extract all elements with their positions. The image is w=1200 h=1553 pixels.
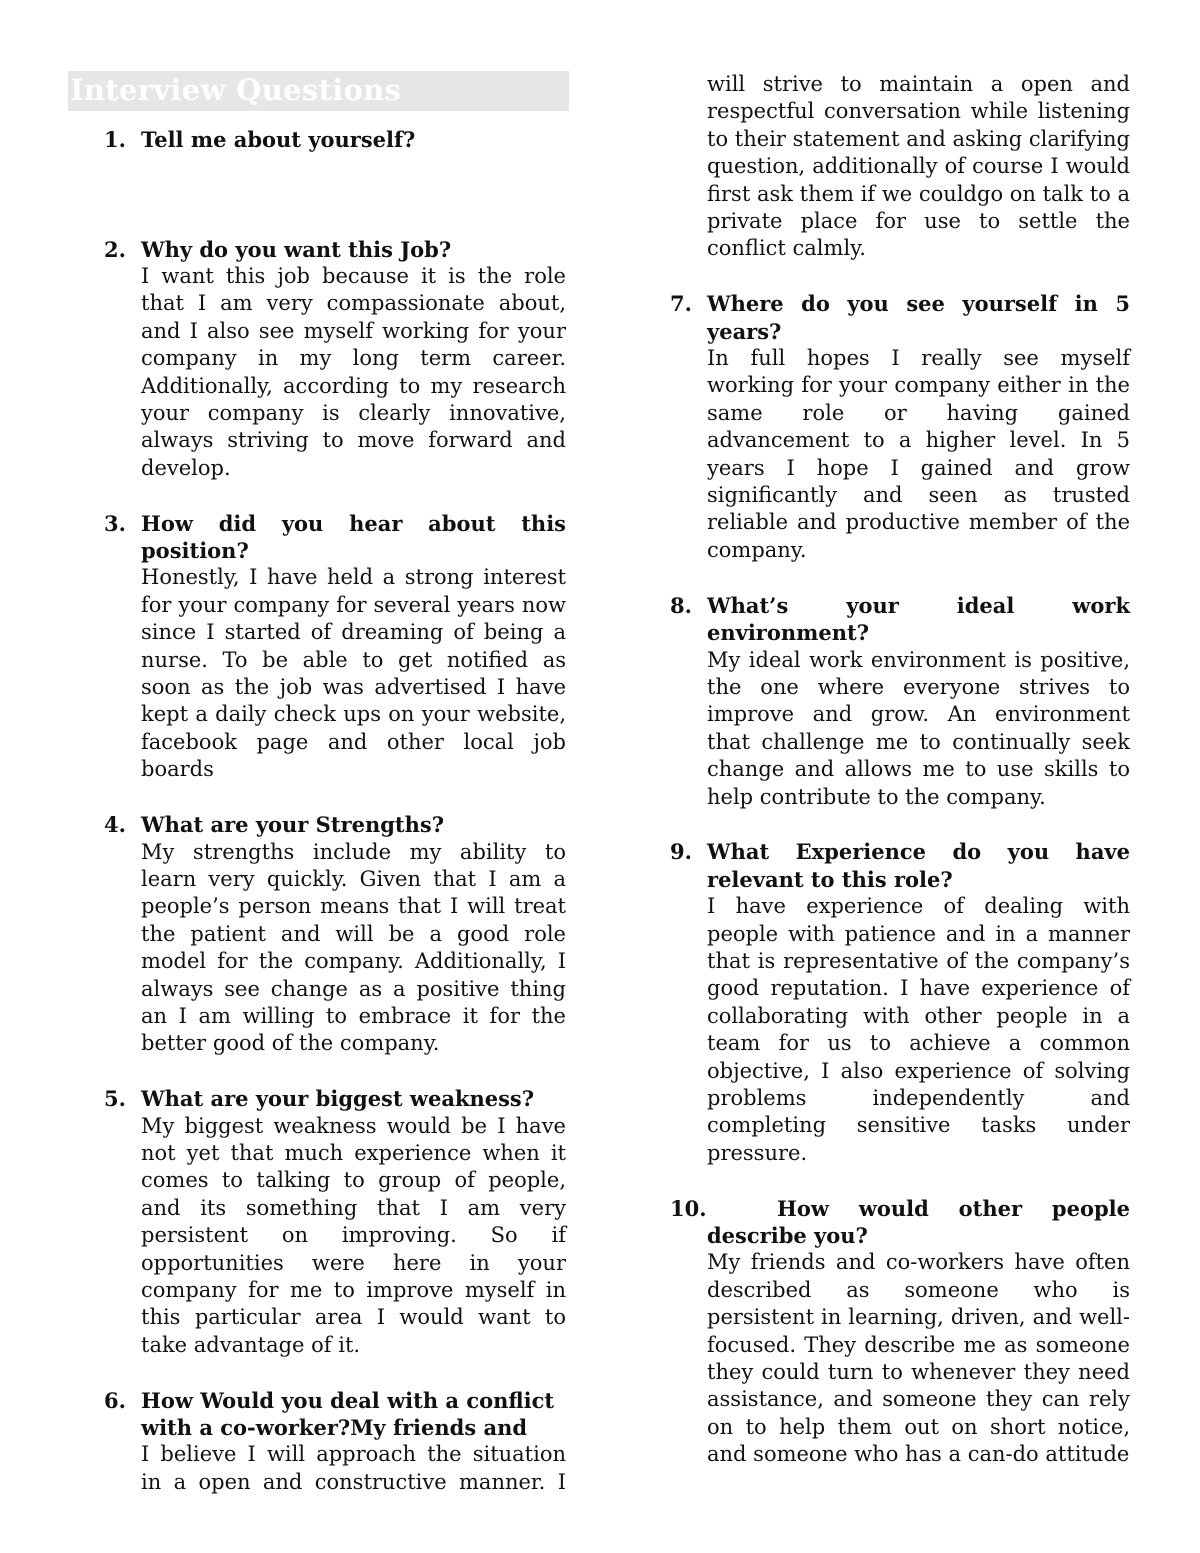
question-item — [104, 1085, 566, 1359]
question-number: 3. — [104, 510, 126, 536]
answer-continuation: will strive to maintain a open and respectful conversation while listening to their statement and asking clarifying question, additionally of course I would first ask them if we couldgo on talk to a private place for use to settle the conflict calmly. — [707, 72, 1130, 261]
question-text: How Would you deal with a conflict with a co-worker?My friends and — [141, 1387, 555, 1440]
question-item — [104, 1387, 566, 1497]
question-number: 1. — [104, 127, 126, 152]
question-number: 7. — [670, 291, 692, 317]
question-number: 9. — [670, 839, 692, 865]
answer-text: My strengths include my ability to learn very quickly. Given that I am a people’s person means that I will treat the patient and will be a good role model for the company. Additionally, I always see change as a positive thing an I am willing to embrace it for the better good of the company. — [141, 839, 566, 1056]
question-text: Where do you see yourself in 5 years? — [707, 291, 1130, 344]
question-number: 8. — [670, 592, 692, 618]
question-number: 6. — [104, 1387, 126, 1413]
question-text: What Experience do you have relevant to this role? — [707, 839, 1130, 892]
question-item — [670, 838, 1130, 1167]
answer-text: My ideal work environment is positive, the one where everyone strives to improve and grow. An environment that challenge me to continually seek change and allows me to use skills to help contribute to the company. — [707, 647, 1130, 809]
answer-text: Honestly, I have held a strong interest for your company for several years now since I started of dreaming of being a nurse. To be able to get notified as soon as the job was advertised I have kept a daily check ups on your website, facebook page and other local job boards — [141, 565, 566, 782]
question-text: What are your biggest weakness? — [141, 1086, 535, 1112]
question-number: 2. — [104, 236, 126, 262]
question-text: Tell me about yourself? — [141, 127, 416, 152]
answer-text: My biggest weakness would be I have not yet that much experience when it comes to talking to group of people, and its something that I am very persistent on improving. So if opportunities were here in your company for me to improve myself in this particular area I would want to take advantage of it. — [141, 1113, 566, 1357]
question-number: 10. — [670, 1195, 707, 1221]
document-title: Interview Questions — [70, 73, 402, 107]
question-text: How did you hear about this position? — [141, 510, 566, 564]
answer-text: In full hopes I really see myself working for your company either in the same role or having gained advancement to a higher level. In 5 years I hope I gained and grow significantly and seen as trusted reliable and productive member of the company. — [707, 346, 1130, 562]
question-text: Why do you want this Job? — [141, 236, 452, 262]
question-item — [670, 592, 1130, 811]
answer-text: I have experience of dealing with people with patience and in a manner that is representative of the company’s good reputation. I have experience of collaborating with other people in a team for us to achieve a common objective, I also experience of solving problems independently and completing sensitive tasks under pressure. — [707, 894, 1130, 1165]
question-item — [670, 290, 1130, 564]
question-item — [104, 236, 566, 483]
question-item — [104, 510, 566, 784]
question-number: 4. — [104, 812, 126, 838]
question-text: What are your Strengths? — [141, 812, 445, 838]
question-number: 5. — [104, 1086, 126, 1112]
question-item — [104, 811, 566, 1058]
question-text: How would other people describe you? — [707, 1195, 1130, 1248]
answer-text: My friends and co-workers have often described as someone who is persistent in learning, driven, and well-focused. They describe me as someone they could turn to whenever they need assistance, and someone they can rely on to help them out on short notice, and someone who has a can-do attitude — [707, 1250, 1130, 1467]
question-item — [670, 1195, 1130, 1469]
question-text: What’s your ideal work environment? — [707, 592, 1130, 646]
right-column — [670, 71, 1130, 1496]
left-column — [104, 126, 566, 1524]
answer-text: I want this job because it is the role that I am very compassionate about, and I also see myself working for your company in my long term career. Additionally, according to my research your company is clearly innovative, always striving to move forward and develop. — [141, 264, 566, 480]
answer-text: I believe I will approach the situation in a open and constructive manner. I — [141, 1442, 566, 1494]
document-title-bar — [68, 71, 569, 111]
question-item — [104, 126, 566, 208]
answer-gap — [141, 153, 566, 208]
